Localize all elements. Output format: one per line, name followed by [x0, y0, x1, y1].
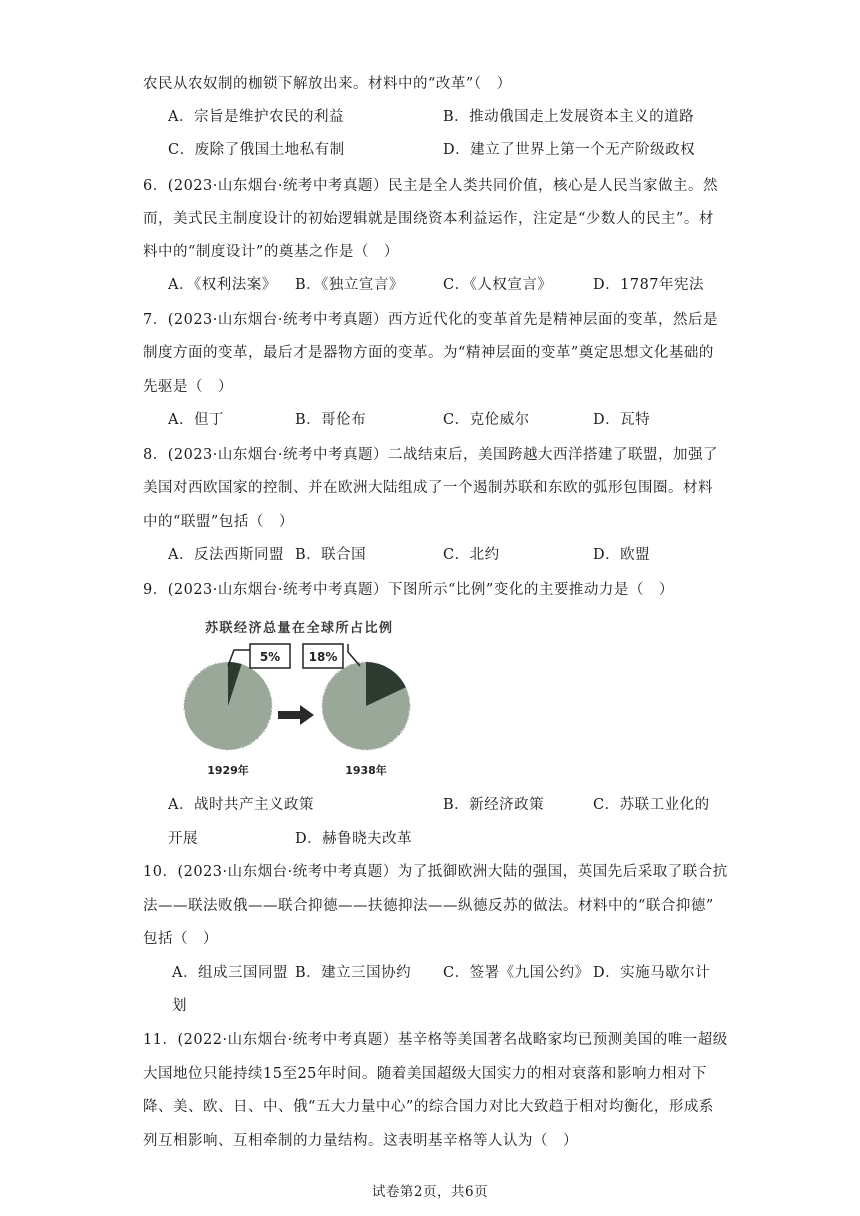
q8-stem-line3: 中的“联盟”包括（ ） — [143, 514, 294, 530]
q6-option-b: B．《独立宣言》 — [295, 277, 404, 293]
q9-stem-line1: 9．(2023·山东烟台·统考中考真题）下图所示“比例”变化的主要推动力是（ ） — [143, 582, 674, 598]
q7-option-b: B．哥伦布 — [295, 412, 367, 428]
q10-option-d: D．实施马歇尔计 — [593, 965, 711, 981]
q7-option-c: C．克伦威尔 — [443, 412, 530, 428]
q6-stem-line1: 6．(2023·山东烟台·统考中考真题）民主是全人类共同价值，核心是人民当家做主。然 — [143, 178, 718, 194]
q6-option-d: D．1787年宪法 — [593, 277, 705, 293]
year-1929-label: 1929年 — [207, 764, 249, 777]
q9-option-a: A．战时共产主义政策 — [168, 797, 314, 813]
q10-option-b: B．建立三国协约 — [295, 965, 412, 981]
q9-option-c-continued: 开展 — [168, 831, 198, 847]
q9-option-d: D．赫鲁晓夫改革 — [295, 831, 413, 847]
callout-1929-label: 5% — [259, 650, 281, 664]
q7-option-a: A．但丁 — [168, 412, 224, 428]
q8-option-b: B．联合国 — [295, 547, 367, 563]
q10-stem-line2: 法——联法败俄——联合抑德——扶德抑法——纵德反苏的做法。材料中的“联合抑德” — [143, 898, 714, 914]
q8-stem-line1: 8．(2023·山东烟台·统考中考真题）二战结束后，美国跨越大西洋搭建了联盟，加强了 — [143, 447, 718, 463]
q10-stem-line1: 10．(2023·山东烟台·统考中考真题）为了抵御欧洲大陆的强国，英国先后采取了联合抗 — [143, 864, 728, 880]
q6-stem-line3: 料中的“制度设计”的奠基之作是（ ） — [143, 244, 399, 260]
figure-title: 苏联经济总量在全球所占比例 — [205, 621, 394, 636]
year-1938-label: 1938年 — [345, 764, 387, 777]
q6-option-a: A．《权利法案》 — [168, 277, 277, 293]
q5-option-c: C．废除了俄国土地私有制 — [168, 142, 345, 158]
q11-stem-line1: 11．(2022·山东烟台·统考中考真题）基辛格等美国著名战略家均已预测美国的唯一超级 — [143, 1032, 728, 1048]
q5-option-b: B．推动俄国走上发展资本主义的道路 — [443, 109, 695, 125]
q5-stem-line1: 农民从农奴制的枷锁下解放出来。材料中的“改革”（ ） — [143, 76, 512, 92]
q8-option-c: C．北约 — [443, 547, 500, 563]
q5-option-d: D．建立了世界上第一个无产阶级政权 — [443, 142, 696, 158]
q8-option-a: A．反法西斯同盟 — [168, 547, 284, 563]
soviet-gdp-share-figure — [170, 608, 420, 786]
q11-stem-line4: 列互相影响、互相牵制的力量结构。这表明基辛格等人认为（ ） — [143, 1133, 578, 1149]
q8-option-d: D．欧盟 — [593, 547, 651, 563]
q7-option-d: D．瓦特 — [593, 412, 651, 428]
q7-stem-line2: 制度方面的变革，最后才是器物方面的变革。为“精神层面的变革”奠定思想文化基础的 — [143, 345, 714, 361]
q10-option-c: C．签署《九国公约》 — [443, 965, 590, 981]
q10-option-d-continued: 划 — [172, 998, 187, 1014]
q5-option-a: A．宗旨是维护农民的利益 — [168, 109, 344, 125]
q9-option-c: C．苏联工业化的 — [593, 797, 710, 813]
q11-stem-line3: 降、美、欧、日、中、俄“五大力量中心”的综合国力对比大致趋于相对均衡化，形成系 — [143, 1099, 714, 1115]
page-footer: 试卷第2页，共6页 — [371, 1184, 489, 1200]
q10-option-a: A．组成三国同盟 — [172, 965, 288, 981]
q6-option-c: C．《人权宣言》 — [443, 277, 553, 293]
q7-stem-line1: 7．(2023·山东烟台·统考中考真题）西方近代化的变革首先是精神层面的变革，然后是 — [143, 312, 718, 328]
q9-option-b: B．新经济政策 — [443, 797, 545, 813]
q8-stem-line2: 美国对西欧国家的控制、并在欧洲大陆组成了一个遏制苏联和东欧的弧形包围圈。材料 — [143, 480, 713, 496]
q6-stem-line2: 而，美式民主制度设计的初始逻辑就是围绕资本利益运作，注定是“少数人的民主”。材 — [143, 211, 714, 227]
q7-stem-line3: 先驱是（ ） — [143, 379, 233, 395]
arrow-icon — [278, 705, 314, 725]
q10-stem-line3: 包括（ ） — [143, 931, 218, 947]
callout-1938-label: 18% — [308, 650, 338, 664]
q11-stem-line2: 大国地位只能持续15至25年时间。随着美国超级大国实力的相对衰落和影响力相对下 — [143, 1066, 707, 1082]
